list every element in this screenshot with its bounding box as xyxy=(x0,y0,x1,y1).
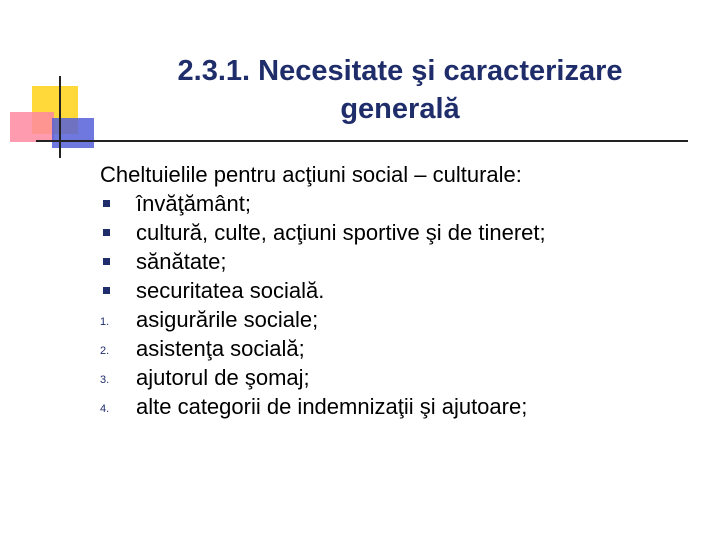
bullet-text: securitatea socială. xyxy=(136,278,325,303)
decorative-pink-square xyxy=(10,112,54,142)
bullet-text: învăţământ; xyxy=(136,191,251,216)
item-number: 2. xyxy=(100,345,110,357)
numbered-item xyxy=(100,363,700,392)
slide-title xyxy=(120,52,680,128)
bullet-list xyxy=(100,189,700,305)
numbered-item xyxy=(100,305,700,334)
item-number: 1. xyxy=(100,316,110,328)
slide-content xyxy=(100,160,700,421)
square-bullet-icon xyxy=(103,258,110,265)
numbered-item xyxy=(100,392,700,421)
numbered-text: alte categorii de indemnizaţii şi ajutoare; xyxy=(136,394,528,419)
bullet-text: cultură, culte, acţiuni sportive şi de tineret; xyxy=(136,220,546,245)
numbered-text: asigurările sociale; xyxy=(136,307,319,332)
item-number: 3. xyxy=(100,374,110,386)
square-bullet-icon xyxy=(103,229,110,236)
title-line-1: 2.3.1. Necesitate şi caracterizare xyxy=(177,55,623,87)
decorative-vertical-line xyxy=(59,76,61,158)
bullet-item xyxy=(100,218,700,247)
numbered-list xyxy=(100,305,700,421)
intro-text: Cheltuielile pentru acţiuni social – culturale: xyxy=(100,162,522,187)
numbered-item xyxy=(100,334,700,363)
numbered-text: ajutorul de şomaj; xyxy=(136,365,310,390)
item-number: 4. xyxy=(100,403,110,415)
bullet-item xyxy=(100,247,700,276)
title-line-2: generală xyxy=(340,93,460,125)
bullet-text: sănătate; xyxy=(136,249,227,274)
square-bullet-icon xyxy=(103,200,110,207)
bullet-item xyxy=(100,189,700,218)
title-underline xyxy=(36,140,688,142)
square-bullet-icon xyxy=(103,287,110,294)
numbered-text: asistenţa socială; xyxy=(136,336,305,361)
bullet-item xyxy=(100,276,700,305)
